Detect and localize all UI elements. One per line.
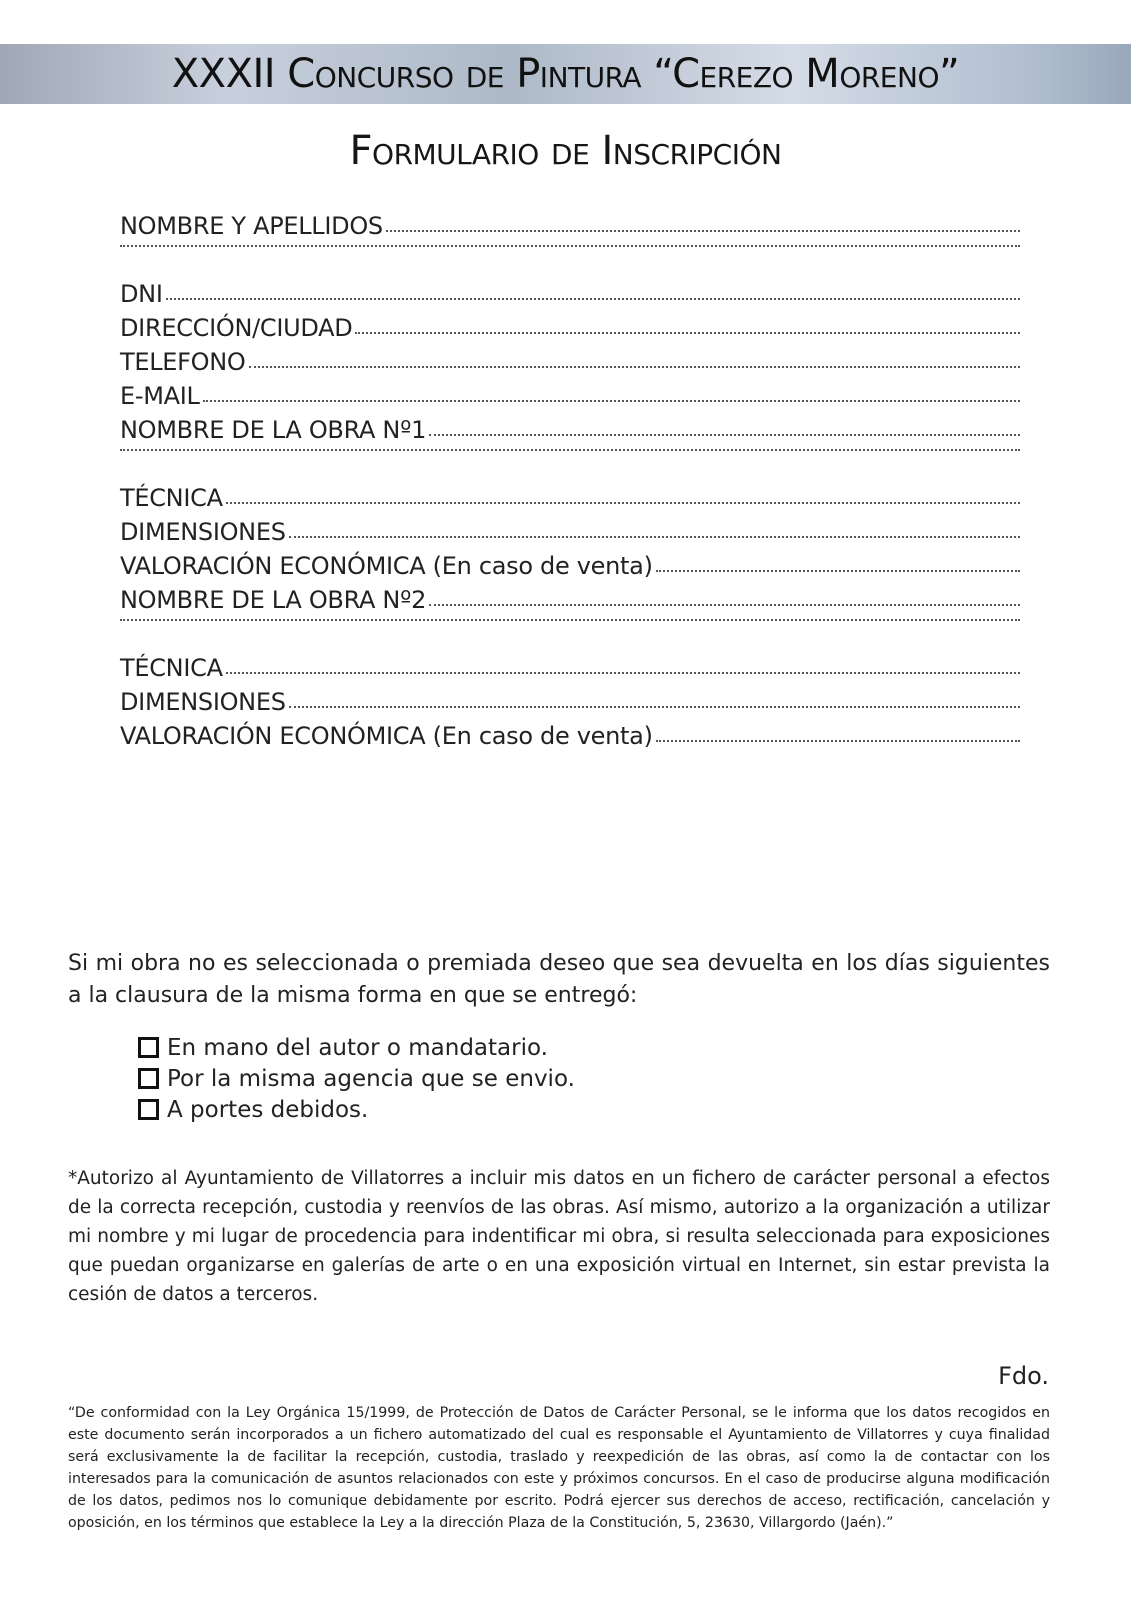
field-obra1-valoracion[interactable] (120, 552, 1020, 586)
dotted-line (429, 603, 1020, 606)
field-obra2-valoracion[interactable] (120, 722, 1020, 756)
dotted-line (203, 399, 1020, 402)
field-label: NOMBRE Y APELLIDOS (120, 212, 383, 240)
dotted-line (226, 501, 1020, 504)
dotted-line (656, 739, 1020, 742)
dotted-line (120, 618, 1020, 621)
contest-title: XXXII Concurso de Pintura “Cerezo Moreno” (171, 51, 960, 97)
dotted-line (249, 365, 1021, 368)
dotted-line (166, 297, 1020, 300)
field-label: TÉCNICA (120, 654, 223, 682)
field-obra1-nombre[interactable] (120, 416, 1020, 450)
dotted-line (656, 569, 1020, 572)
option-portes-debidos[interactable] (138, 1094, 575, 1125)
field-label: DIMENSIONES (120, 518, 286, 546)
dotted-line (120, 448, 1020, 451)
field-label: TÉCNICA (120, 484, 223, 512)
field-label: E-MAIL (120, 382, 200, 410)
field-label: VALORACIÓN ECONÓMICA (En caso de venta) (120, 722, 653, 750)
legal-notice: “De conformidad con la Ley Orgánica 15/1999, de Protección de Datos de Carácter Personal, se le informa que los datos recogidos en este documento serán incorporados a un fichero automatizado del cual es responsable el Ayuntamiento de Villatorres y cuya finalidad será exclusivamente la de facilitar la recepción, custodia, traslado y reexpedición de las obras, así como la de contactar con los interesados para la comunicación de asuntos relacionados con este y próximos concursos. En el caso de producirse alguna modificación de los datos, pedimos nos lo comunique debidamente por escrito. Podrá ejercer sus derechos de acceso, rectificación, cancelación y oposición, en los términos que establece la Ley a la dirección Plaza de la Constitución, 5, 23630, Villargordo (Jaén).” (68, 1405, 1050, 1531)
field-label: TELEFONO (120, 348, 246, 376)
field-obra2-continuation[interactable] (120, 620, 1020, 654)
checkbox[interactable] (138, 1099, 159, 1120)
option-label: A portes debidos. (167, 1096, 369, 1123)
field-direccion[interactable] (120, 314, 1020, 348)
field-label: NOMBRE DE LA OBRA Nº2 (120, 586, 427, 614)
option-misma-agencia[interactable] (138, 1063, 575, 1094)
signature-label: Fdo. (998, 1362, 1049, 1390)
dotted-line (289, 535, 1020, 538)
field-nombre-apellidos[interactable] (120, 212, 1020, 246)
field-obra1-tecnica[interactable] (120, 484, 1020, 518)
field-label: VALORACIÓN ECONÓMICA (En caso de venta) (120, 552, 653, 580)
option-en-mano[interactable] (138, 1032, 575, 1063)
field-label: DIMENSIONES (120, 688, 286, 716)
form-title: Formulario de Inscripción (349, 128, 782, 174)
dotted-line (120, 244, 1020, 247)
field-dni[interactable] (120, 280, 1020, 314)
field-nombre-continuation[interactable] (120, 246, 1020, 280)
field-obra2-tecnica[interactable] (120, 654, 1020, 688)
dotted-line (429, 433, 1020, 436)
field-label: DNI (120, 280, 163, 308)
field-obra2-nombre[interactable] (120, 586, 1020, 620)
dotted-line (226, 671, 1020, 674)
field-label: NOMBRE DE LA OBRA Nº1 (120, 416, 427, 444)
field-obra1-dimensiones[interactable] (120, 518, 1020, 552)
authorization-paragraph: *Autorizo al Ayuntamiento de Villatorres a incluir mis datos en un fichero de carácter personal a efectos de la correcta recepción, custodia y reenvíos de las obras. Así mismo, autorizo a la organización a utilizar mi nombre y mi lugar de procedencia para indentificar mi obra, si resulta seleccionada para exposiciones que puedan organizarse en galerías de arte o en una exposición virtual en Internet, sin estar prevista la cesión de datos a terceros. (68, 1168, 1050, 1305)
field-obra1-continuation[interactable] (120, 450, 1020, 484)
dotted-line (355, 331, 1020, 334)
option-label: Por la misma agencia que se envio. (167, 1065, 575, 1092)
option-label: En mano del autor o mandatario. (167, 1034, 548, 1061)
field-label: DIRECCIÓN/CIUDAD (120, 314, 353, 342)
checkbox[interactable] (138, 1037, 159, 1058)
dotted-line (289, 705, 1020, 708)
field-telefono[interactable] (120, 348, 1020, 382)
dotted-line (386, 229, 1020, 232)
registration-fields (120, 212, 1020, 756)
field-email[interactable] (120, 382, 1020, 416)
return-instructions: Si mi obra no es seleccionada o premiada deseo que sea devuelta en los días siguientes a la clausura de la misma forma en que se entregó: (68, 951, 1050, 1008)
field-obra2-dimensiones[interactable] (120, 688, 1020, 722)
checkbox[interactable] (138, 1068, 159, 1089)
return-options (138, 1032, 575, 1125)
